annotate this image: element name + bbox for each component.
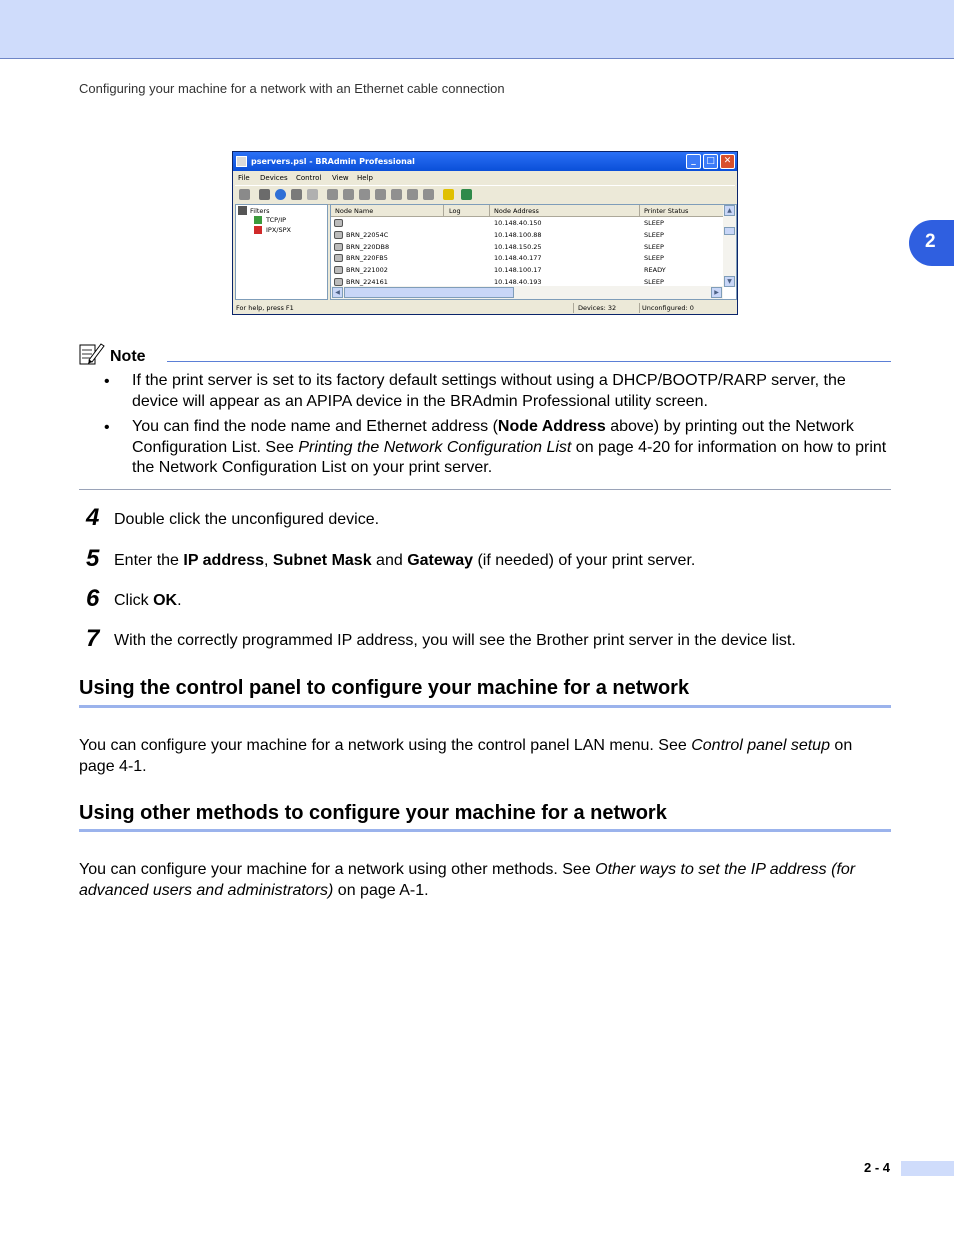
step-text: Enter the IP address, Subnet Mask and Gateway (if needed) of your print server. [114, 552, 696, 569]
step-number: 5 [86, 545, 100, 572]
hscroll-thumb[interactable] [344, 287, 514, 298]
filter-tree [235, 204, 328, 300]
printer-icon [334, 243, 343, 251]
maximize-button[interactable]: □ [703, 154, 718, 169]
toolbar-icon-printer[interactable] [327, 189, 338, 200]
bradmin-window-screenshot [232, 151, 738, 315]
step-text: With the correctly programmed IP address, you will see the Brother print server in the device list. [114, 632, 796, 649]
ipxspx-icon [254, 226, 262, 234]
toolbar-icon-help[interactable] [443, 189, 454, 200]
toolbar-icon-printer-status[interactable] [359, 189, 370, 200]
toolbar-icon-network[interactable] [461, 189, 472, 200]
filters-icon [238, 206, 247, 215]
section-paragraph: You can configure your machine for a network using other methods. See Other ways to set the IP address (for advanced users and administrators) on page A-1. [79, 861, 856, 899]
scroll-down-icon[interactable]: ▼ [724, 276, 735, 287]
device-list [330, 204, 737, 300]
toolbar-icon-disconnect[interactable] [307, 189, 318, 200]
list-header [331, 205, 723, 217]
tree-item-ipxspx[interactable]: IPX/SPX [266, 226, 291, 234]
heading-rule [79, 705, 891, 708]
toolbar-icon-list[interactable] [407, 189, 418, 200]
step-text: Double click the unconfigured device. [114, 511, 380, 528]
horizontal-scrollbar[interactable] [331, 286, 723, 299]
toolbar-icon-connect[interactable] [291, 189, 302, 200]
menu-bar [233, 171, 737, 184]
tree-item-tcpip[interactable]: TCP/IP [266, 216, 287, 224]
heading-rule [79, 829, 891, 832]
toolbar-icon-printer-settings[interactable] [343, 189, 354, 200]
close-button[interactable]: ✕ [720, 154, 735, 169]
printer-icon [334, 254, 343, 262]
header-band [0, 0, 954, 59]
app-icon [236, 156, 247, 167]
toolbar-icon-refresh[interactable] [275, 189, 286, 200]
printer-icon [334, 231, 343, 239]
note-divider [167, 361, 891, 362]
status-bar [233, 302, 737, 314]
note-bullet-2: You can find the node name and Ethernet address (Node Address above) by printing out the Network Configuration List. See Printing the Network Configuration List on page 4-20 for information on how to print the Network Configuration List on your print server. [132, 418, 887, 476]
toolbar-icon-edit[interactable] [423, 189, 434, 200]
printer-icon [334, 266, 343, 274]
bullet-dot: • [104, 419, 110, 436]
step-number: 4 [86, 504, 100, 531]
section-heading: Using other methods to configure your machine for a network [79, 802, 667, 824]
col-node-name[interactable]: Node Name [335, 207, 374, 215]
vertical-scrollbar[interactable] [723, 205, 736, 287]
scroll-right-icon[interactable]: ▶ [711, 287, 722, 298]
status-help: For help, press F1 [236, 304, 294, 312]
note-pencil-icon [79, 342, 105, 366]
note-bullet-1: If the print server is set to its factory default settings without using a DHCP/BOOTP/RARP server, the device will appear as an APIPA device in the BRAdmin Professional utility screen. [132, 372, 846, 410]
page-number: 2 - 4 [864, 1160, 891, 1175]
window-title: pservers.psl - BRAdmin Professional [251, 157, 415, 166]
toolbar [235, 185, 735, 205]
tree-root-filters[interactable]: Filters [250, 207, 270, 215]
toolbar-icon-new[interactable] [239, 189, 250, 200]
table-row[interactable]: 10.148.40.150 SLEEP [331, 218, 723, 229]
chapter-number: 2 [925, 231, 936, 252]
section-heading: Using the control panel to configure your machine for a network [79, 677, 690, 699]
step-number: 7 [86, 625, 100, 652]
scroll-up-icon[interactable]: ▲ [724, 205, 735, 216]
table-row[interactable]: BRN_220DB8 10.148.150.25 SLEEP [331, 242, 723, 253]
scroll-thumb[interactable] [724, 227, 735, 235]
menu-view[interactable]: View [332, 174, 349, 182]
menu-file[interactable]: File [238, 174, 250, 182]
menu-control[interactable]: Control [296, 174, 322, 182]
toolbar-icon-search[interactable] [259, 189, 270, 200]
note-bottom-divider [79, 489, 891, 490]
col-printer-status[interactable]: Printer Status [644, 207, 689, 215]
tcpip-icon [254, 216, 262, 224]
section-paragraph: You can configure your machine for a network using the control panel LAN menu. See Control panel setup on page 4-1. [79, 737, 853, 775]
menu-help[interactable]: Help [357, 174, 373, 182]
table-row[interactable]: BRN_22054C 10.148.100.88 SLEEP [331, 230, 723, 241]
toolbar-icon-configure[interactable] [391, 189, 402, 200]
toolbar-icon-printer-test[interactable] [375, 189, 386, 200]
page-number-bar [901, 1161, 954, 1176]
col-node-address[interactable]: Node Address [494, 207, 539, 215]
col-log[interactable]: Log [449, 207, 461, 215]
note-label: Note [110, 348, 146, 365]
status-devices: Devices: 32 [578, 304, 617, 312]
scroll-left-icon[interactable]: ◀ [332, 287, 343, 298]
table-row[interactable]: BRN_224161 10.148.40.193 SLEEP [331, 277, 723, 288]
minimize-button[interactable]: _ [686, 154, 701, 169]
step-number: 6 [86, 585, 100, 612]
step-text: Click OK. [114, 592, 182, 609]
table-row[interactable]: BRN_221002 10.148.100.17 READY [331, 265, 723, 276]
running-head: Configuring your machine for a network with an Ethernet cable connection [79, 81, 505, 96]
window-title-bar [233, 152, 737, 171]
menu-devices[interactable]: Devices [260, 174, 288, 182]
printer-icon [334, 278, 343, 286]
table-row[interactable]: BRN_220FB5 10.148.40.177 SLEEP [331, 253, 723, 264]
chapter-tab [909, 220, 954, 266]
status-unconfigured: Unconfigured: 0 [642, 304, 694, 312]
bullet-dot: • [104, 373, 110, 390]
printer-icon [334, 219, 343, 227]
